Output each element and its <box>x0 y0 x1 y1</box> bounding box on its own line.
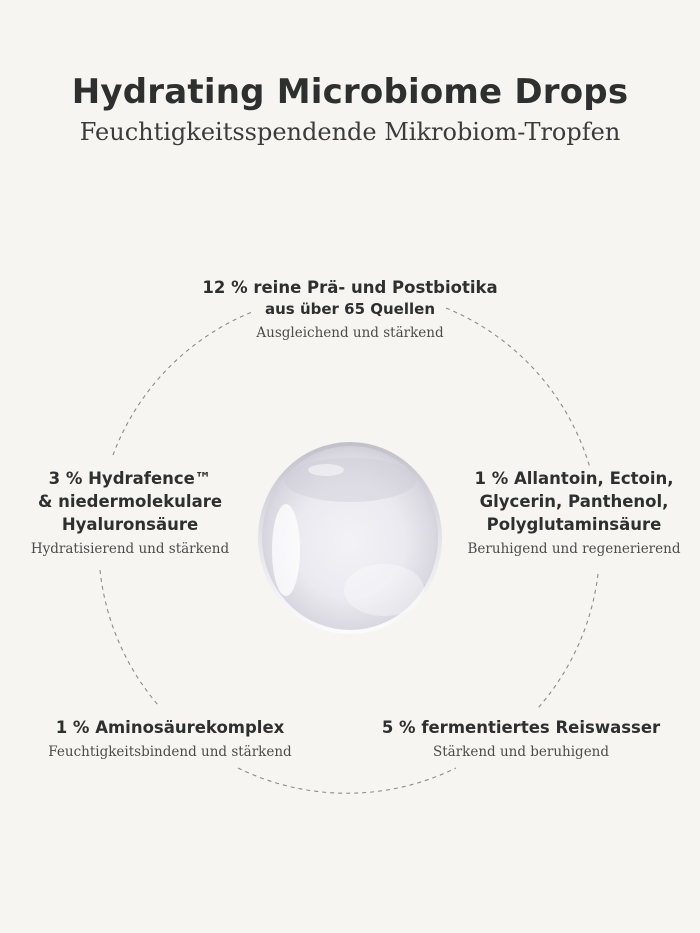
ingredient-heading: 5 % fermentiertes Reiswasser <box>381 718 661 737</box>
ingredient-heading-sub: aus über 65 Quellen <box>265 300 435 318</box>
ingredient-description: Stärkend und beruhigend <box>432 744 610 760</box>
ingredient-heading: Hyaluronsäure <box>61 515 199 534</box>
ingredient-rice-water <box>366 716 676 762</box>
ingredient-description: Beruhigend und regenerierend <box>467 541 681 557</box>
page-title: Hydrating Microbiome Drops <box>71 72 629 112</box>
ingredient-heading: 12 % reine Prä- und Postbiotika <box>202 278 498 297</box>
ingredient-heading: Polyglutaminsäure <box>486 515 662 534</box>
ingredient-heading: 1 % Allantoin, Ectoin, <box>474 469 674 488</box>
page-subtitle: Feuchtigkeitsspendende Mikrobiom-Tropfen <box>79 118 621 146</box>
ingredient-description: Hydratisierend und stärkend <box>30 541 230 557</box>
ring-arc-left <box>100 570 158 705</box>
ring-arc-right <box>538 574 598 708</box>
ingredient-hydrafence <box>10 467 250 559</box>
ingredient-description: Ausgleichend und stärkend <box>256 325 444 341</box>
serum-drop-image <box>256 440 444 636</box>
ring-arc-bottom <box>238 768 456 793</box>
ingredient-description: Feuchtigkeitsbindend und stärkend <box>48 744 292 760</box>
ingredient-heading: Glycerin, Panthenol, <box>479 492 669 511</box>
ingredient-prebiotics <box>150 276 550 343</box>
ingredient-heading: 3 % Hydrafence™ <box>48 469 212 488</box>
ingredient-allantoin <box>452 467 696 559</box>
ingredient-heading: & niedermolekulare <box>37 492 223 511</box>
ingredient-heading: 1 % Aminosäurekomplex <box>55 718 285 737</box>
ingredient-amino-acids <box>20 716 320 762</box>
